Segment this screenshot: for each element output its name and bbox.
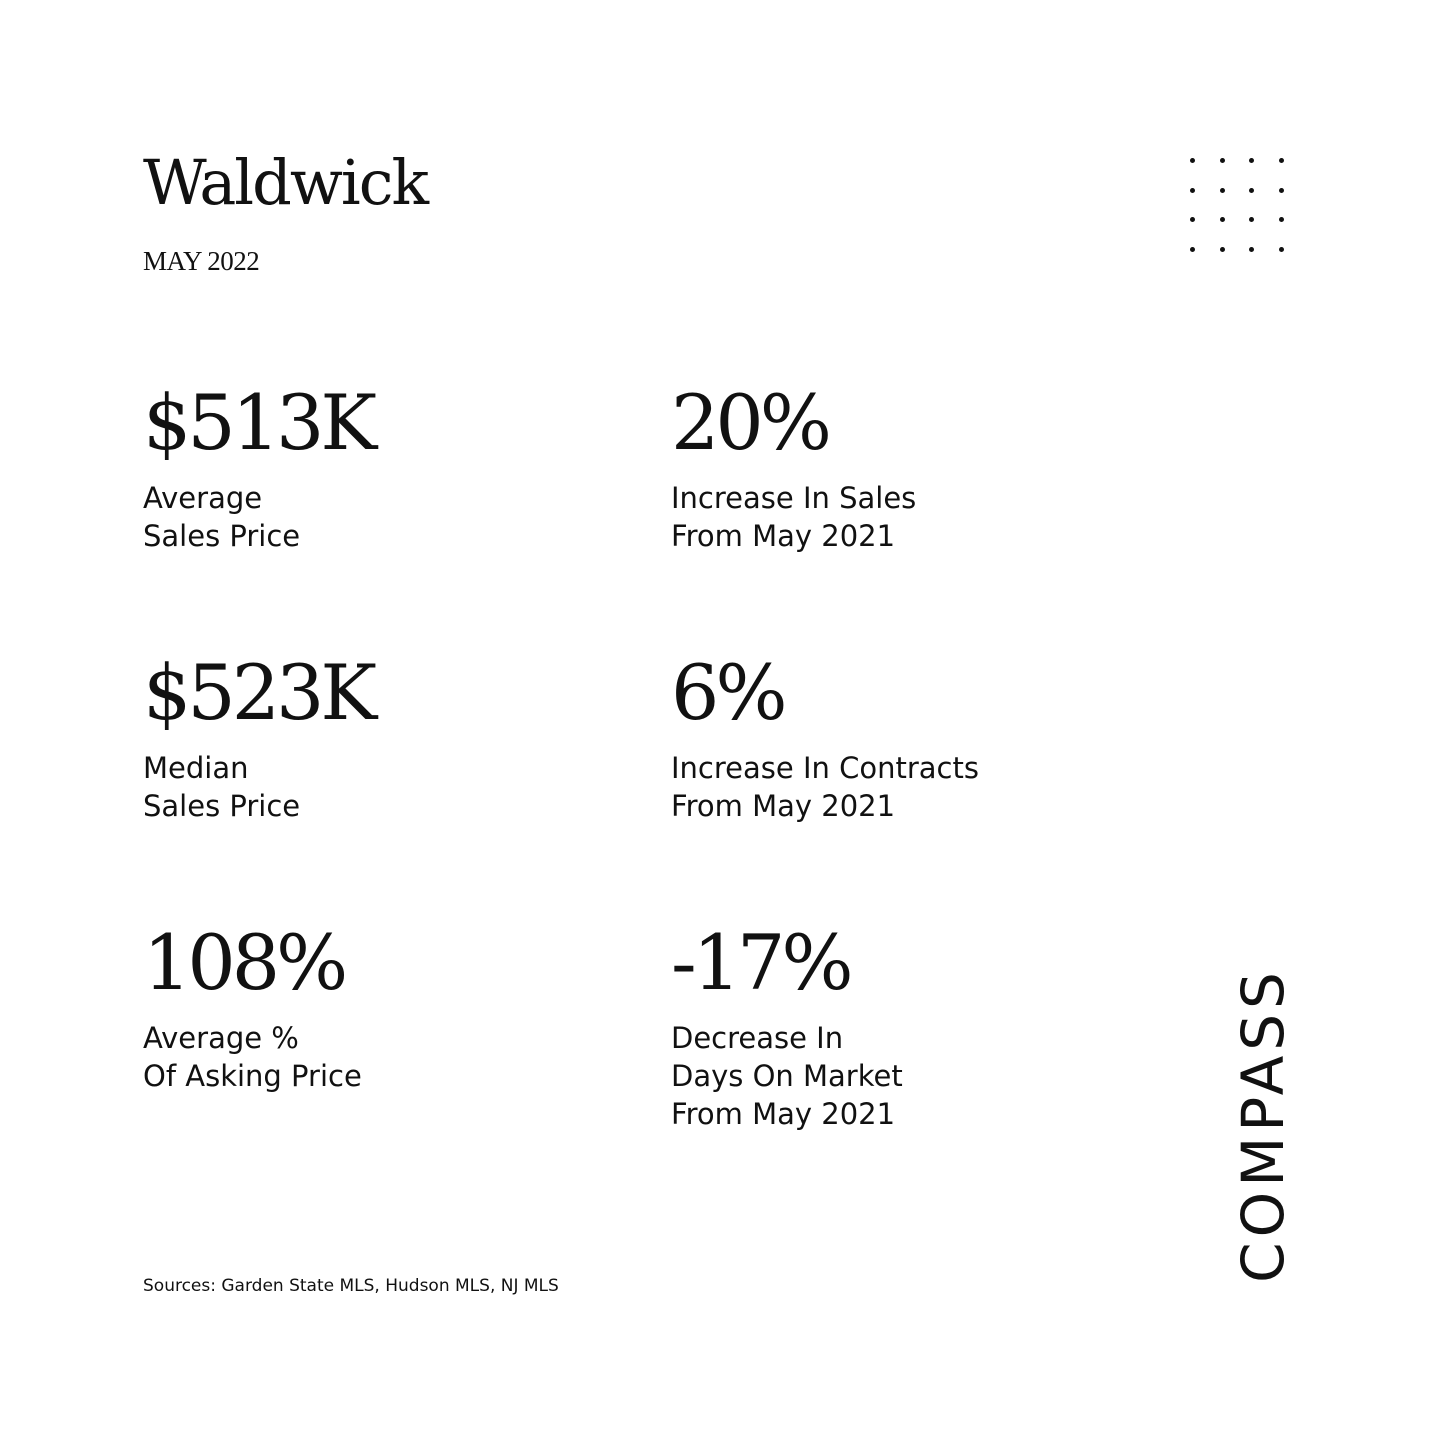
- stat-sales-increase: [671, 380, 916, 555]
- stat-value: 20%: [671, 378, 828, 467]
- stat-label: [143, 1019, 362, 1095]
- stat-label: [143, 749, 373, 825]
- grid-dot: [1279, 188, 1284, 193]
- grid-dot: [1279, 158, 1284, 163]
- stat-label-line: Average %: [143, 1021, 299, 1055]
- stat-label-line: Median: [143, 751, 249, 785]
- stat-contracts-increase: [671, 650, 979, 825]
- stat-label-line: Average: [143, 481, 263, 515]
- grid-dot: [1220, 188, 1225, 193]
- stat-label-line: Sales Price: [143, 789, 301, 823]
- grid-dot: [1190, 247, 1195, 252]
- compass-wordmark: COMPASS: [1229, 967, 1297, 1283]
- page-title: Waldwick: [143, 146, 428, 219]
- grid-dot: [1279, 247, 1284, 252]
- sources-note: Sources: Garden State MLS, Hudson MLS, NJ MLS: [143, 1276, 559, 1296]
- grid-dot: [1249, 188, 1254, 193]
- stat-label-line: Decrease In: [671, 1021, 844, 1055]
- stat-median-sales-price: [143, 650, 373, 825]
- grid-dot: [1190, 188, 1195, 193]
- stat-label: [671, 749, 979, 825]
- stat-percent-of-asking: [143, 920, 362, 1095]
- stat-value: 6%: [671, 648, 784, 737]
- grid-dot: [1249, 247, 1254, 252]
- decorative-dot-grid: [1178, 146, 1296, 264]
- stat-label-line: Sales Price: [143, 519, 301, 553]
- stat-value: $523K: [143, 648, 374, 737]
- grid-dot: [1249, 158, 1254, 163]
- stat-label-line: From May 2021: [671, 519, 896, 553]
- grid-dot: [1220, 247, 1225, 252]
- stat-label: [671, 479, 916, 555]
- stat-average-sales-price: [143, 380, 373, 555]
- grid-dot: [1190, 158, 1195, 163]
- grid-dot: [1220, 158, 1225, 163]
- grid-dot: [1279, 217, 1284, 222]
- stat-label-line: Of Asking Price: [143, 1059, 362, 1093]
- stat-label-line: Increase In Contracts: [671, 751, 979, 785]
- stat-label: [671, 1019, 903, 1133]
- stat-label-line: Days On Market: [671, 1059, 903, 1093]
- stat-label-line: Increase In Sales: [671, 481, 917, 515]
- stat-label: [143, 479, 373, 555]
- grid-dot: [1220, 217, 1225, 222]
- stat-value: 108%: [143, 918, 345, 1007]
- stat-label-line: From May 2021: [671, 1097, 896, 1131]
- grid-dot: [1249, 217, 1254, 222]
- report-period: MAY 2022: [143, 246, 260, 276]
- stat-value: -17%: [671, 918, 850, 1007]
- stat-value: $513K: [143, 378, 374, 467]
- stat-days-on-market: [671, 920, 903, 1133]
- grid-dot: [1190, 217, 1195, 222]
- stat-label-line: From May 2021: [671, 789, 896, 823]
